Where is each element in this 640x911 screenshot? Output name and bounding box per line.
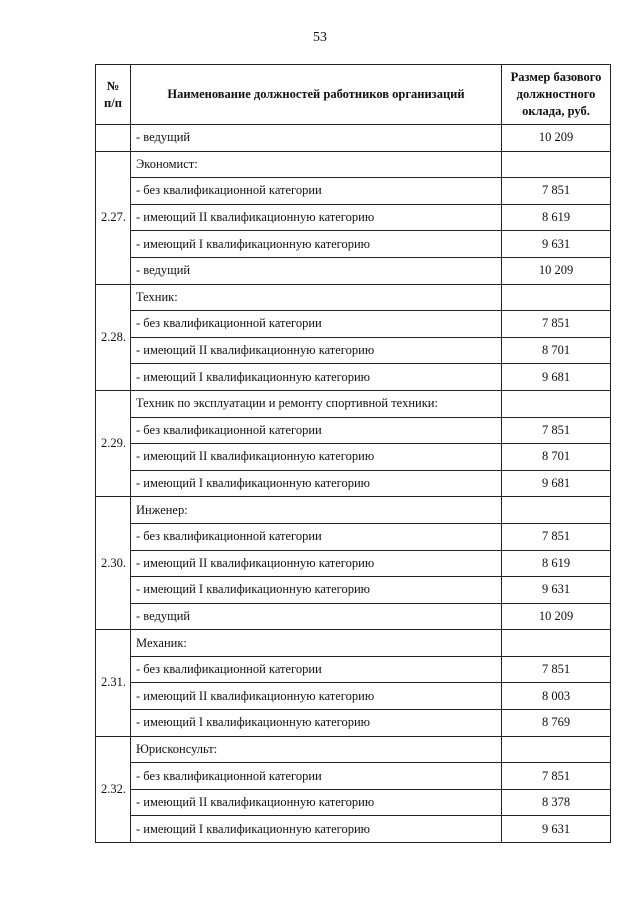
salary-value: 8 619 xyxy=(502,204,611,231)
position-name: Юрисконсульт: xyxy=(131,736,502,763)
position-name: - без квалификационной категории xyxy=(131,417,502,444)
salary-value: 9 631 xyxy=(502,816,611,843)
table-row xyxy=(96,736,611,763)
table-row xyxy=(96,444,611,471)
position-name: - без квалификационной категории xyxy=(131,763,502,790)
table-row xyxy=(96,710,611,737)
table-row xyxy=(96,390,611,417)
position-name: - без квалификационной категории xyxy=(131,178,502,205)
position-name: Техник: xyxy=(131,284,502,311)
salary-value: 7 851 xyxy=(502,178,611,205)
salary-value: 8 769 xyxy=(502,710,611,737)
item-number: 2.31. xyxy=(96,630,131,736)
position-name: Механик: xyxy=(131,630,502,657)
table-row xyxy=(96,470,611,497)
table-row xyxy=(96,816,611,843)
position-name: - ведущий xyxy=(131,603,502,630)
position-name: - имеющий I квалификационную категорию xyxy=(131,364,502,391)
salary-value xyxy=(502,151,611,178)
table-row xyxy=(96,337,611,364)
salary-value: 9 681 xyxy=(502,470,611,497)
table-row xyxy=(96,364,611,391)
salary-value: 8 701 xyxy=(502,337,611,364)
salary-value: 9 631 xyxy=(502,577,611,604)
position-name: Экономист: xyxy=(131,151,502,178)
item-number: 2.27. xyxy=(96,151,131,284)
position-name: - имеющий I квалификационную категорию xyxy=(131,710,502,737)
table-row xyxy=(96,523,611,550)
position-name: - имеющий II квалификационную категорию xyxy=(131,789,502,816)
salary-value: 9 681 xyxy=(502,364,611,391)
position-name: - имеющий I квалификационную категорию xyxy=(131,470,502,497)
salary-value: 10 209 xyxy=(502,125,611,152)
position-name: Инженер: xyxy=(131,497,502,524)
position-name: - имеющий II квалификационную категорию xyxy=(131,683,502,710)
salary-value: 7 851 xyxy=(502,311,611,338)
position-name: - без квалификационной категории xyxy=(131,656,502,683)
table-row xyxy=(96,125,611,152)
table-row xyxy=(96,497,611,524)
salary-value xyxy=(502,630,611,657)
salary-value: 7 851 xyxy=(502,523,611,550)
table-row xyxy=(96,231,611,258)
salary-table xyxy=(95,64,611,843)
salary-value xyxy=(502,497,611,524)
table-row xyxy=(96,577,611,604)
table-row xyxy=(96,284,611,311)
position-name: - без квалификационной категории xyxy=(131,523,502,550)
position-name: - без квалификационной категории xyxy=(131,311,502,338)
position-name: - имеющий II квалификационную категорию xyxy=(131,550,502,577)
salary-value: 10 209 xyxy=(502,603,611,630)
table-row xyxy=(96,763,611,790)
position-name: - имеющий I квалификационную категорию xyxy=(131,816,502,843)
position-name: - имеющий II квалификационную категорию xyxy=(131,337,502,364)
item-number: 2.32. xyxy=(96,736,131,842)
salary-value xyxy=(502,390,611,417)
salary-value: 10 209 xyxy=(502,257,611,284)
table-row xyxy=(96,151,611,178)
salary-value: 7 851 xyxy=(502,656,611,683)
header-salary: Размер базового должностного оклада, руб. xyxy=(502,65,611,125)
item-number: 2.30. xyxy=(96,497,131,630)
table-row xyxy=(96,311,611,338)
table-row xyxy=(96,178,611,205)
salary-value: 8 619 xyxy=(502,550,611,577)
table-row xyxy=(96,603,611,630)
position-name: - имеющий II квалификационную категорию xyxy=(131,444,502,471)
position-name: - имеющий I квалификационную категорию xyxy=(131,577,502,604)
table-row xyxy=(96,417,611,444)
page-number: 53 xyxy=(313,30,327,45)
item-number: 2.29. xyxy=(96,390,131,496)
table-row xyxy=(96,550,611,577)
table-row xyxy=(96,789,611,816)
salary-value xyxy=(502,736,611,763)
table-header-row xyxy=(96,65,611,125)
position-name: - ведущий xyxy=(131,257,502,284)
salary-value: 7 851 xyxy=(502,417,611,444)
salary-value: 8 378 xyxy=(502,789,611,816)
table-row xyxy=(96,630,611,657)
position-name: - ведущий xyxy=(131,125,502,152)
table-row xyxy=(96,656,611,683)
salary-value: 9 631 xyxy=(502,231,611,258)
table-row xyxy=(96,257,611,284)
position-name: - имеющий II квалификационную категорию xyxy=(131,204,502,231)
item-number xyxy=(96,125,131,152)
item-number: 2.28. xyxy=(96,284,131,390)
header-name: Наименование должностей работников организаций xyxy=(131,65,502,125)
salary-value xyxy=(502,284,611,311)
position-name: - имеющий I квалификационную категорию xyxy=(131,231,502,258)
salary-value: 8 701 xyxy=(502,444,611,471)
salary-value: 7 851 xyxy=(502,763,611,790)
header-num: № п/п xyxy=(96,65,131,125)
position-name: Техник по эксплуатации и ремонту спортивной техники: xyxy=(131,390,502,417)
salary-value: 8 003 xyxy=(502,683,611,710)
table-body xyxy=(96,125,611,843)
table-row xyxy=(96,683,611,710)
table-row xyxy=(96,204,611,231)
